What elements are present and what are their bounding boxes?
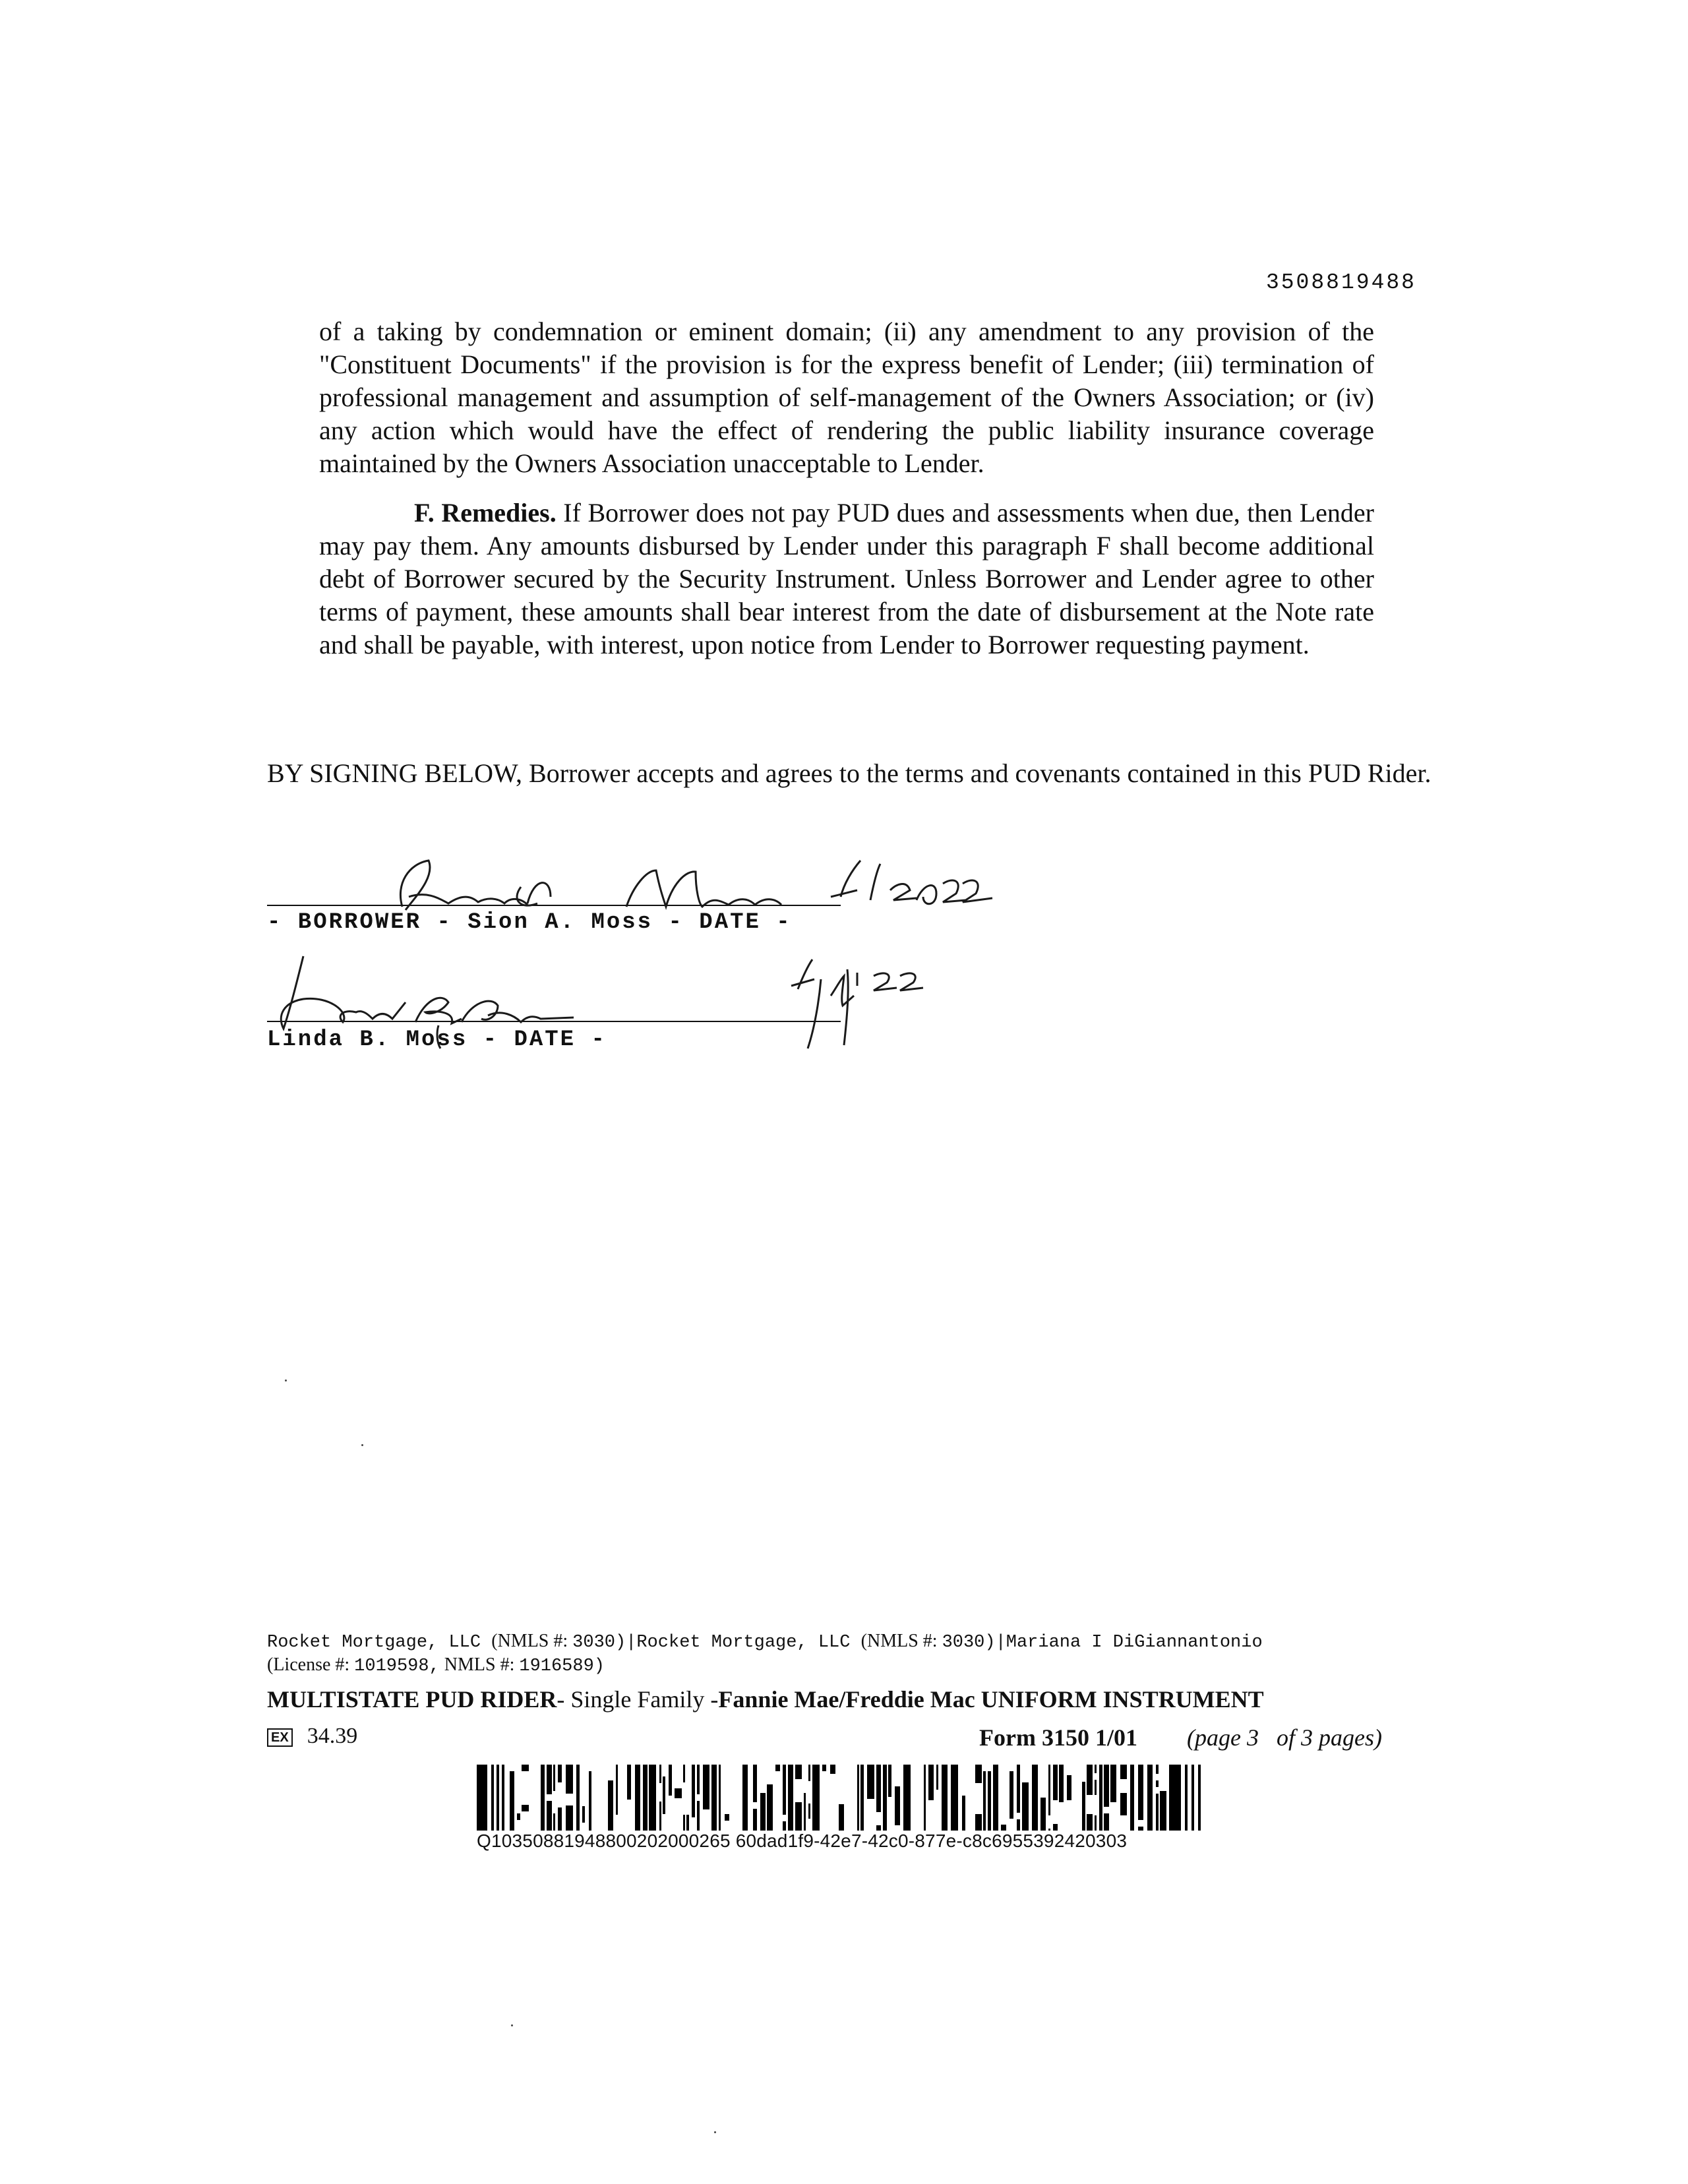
nmls-label: NMLS #: bbox=[439, 1654, 520, 1675]
license-label: (License #: bbox=[267, 1654, 355, 1675]
ex-code: 34.39 bbox=[307, 1724, 358, 1748]
scan-speck bbox=[285, 1380, 287, 1381]
borrower-1-caption: - BORROWER - Sion A. Moss - DATE - bbox=[267, 910, 792, 935]
page-indicator: (page 3 of 3 pages) bbox=[1187, 1724, 1382, 1751]
form-title bbox=[267, 1685, 1264, 1713]
form-number: Form 3150 1/01 bbox=[979, 1724, 1137, 1751]
loan-number: 3508819488 bbox=[1265, 270, 1416, 295]
covenant-continuation-paragraph: of a taking by condemnation or eminent domain; (ii) any amendment to any provision of the "Constituent Documents" if the provision is for the express benefit of Lender; (iii) termination of professional management and assumption of self-management of the Owners Association; or (iv) any action which would have the effect of rendering the public liability insurance coverage maintained by the Owners Association unacceptable to Lender. bbox=[319, 317, 1374, 478]
ex-badge: EX bbox=[267, 1728, 293, 1747]
form-title-instrument: Fannie Mae/Freddie Mac UNIFORM INSTRUMENT bbox=[718, 1686, 1264, 1713]
lender-name: Rocket Mortgage, LLC bbox=[267, 1633, 481, 1653]
document-barcode bbox=[477, 1765, 1209, 1831]
nmls-label: (NMLS #: bbox=[860, 1631, 942, 1651]
nmls-label: (NMLS #: bbox=[491, 1631, 573, 1651]
license-number: 1019598, bbox=[354, 1656, 440, 1676]
scan-speck bbox=[511, 2024, 513, 2026]
borrower-2-caption: Linda B. Moss - DATE - bbox=[267, 1027, 607, 1052]
lender-name: 3030)|Rocket Mortgage, LLC bbox=[572, 1633, 851, 1653]
form-title-family: - Single Family - bbox=[557, 1686, 719, 1713]
scan-speck bbox=[361, 1444, 363, 1446]
remedies-text: If Borrower does not pay PUD dues and assessments when due, then Lender may pay them. Any amounts disbursed by Lender under this paragraph F shall become additional debt of Borrower secured by the Security Instrument. Unless Borrower and Lender agree to other terms of payment, these amounts shall bear interest from the date of disbursement at the Note rate and shall be payable, with interest, upon notice from Lender to Borrower requesting payment. bbox=[319, 498, 1375, 659]
form-title-rider: MULTISTATE PUD RIDER bbox=[267, 1686, 557, 1713]
form-code bbox=[267, 1724, 357, 1749]
scan-speck bbox=[714, 2131, 716, 2133]
signing-statement: BY SIGNING BELOW, Borrower accepts and agrees to the terms and covenants contained in this PUD Rider. bbox=[267, 758, 1432, 788]
lender-disclosure bbox=[267, 1630, 1263, 1678]
originator-name: 3030)|Mariana I DiGiannantonio bbox=[942, 1633, 1263, 1653]
remedies-heading: F. Remedies. bbox=[414, 498, 557, 528]
remedies-paragraph bbox=[319, 497, 1374, 661]
nmls-number: 1916589) bbox=[519, 1656, 605, 1676]
barcode-text: Q10350881948800202000265 60dad1f9-42e7-42c0-877e-c8c6955392420303 bbox=[477, 1831, 1128, 1851]
